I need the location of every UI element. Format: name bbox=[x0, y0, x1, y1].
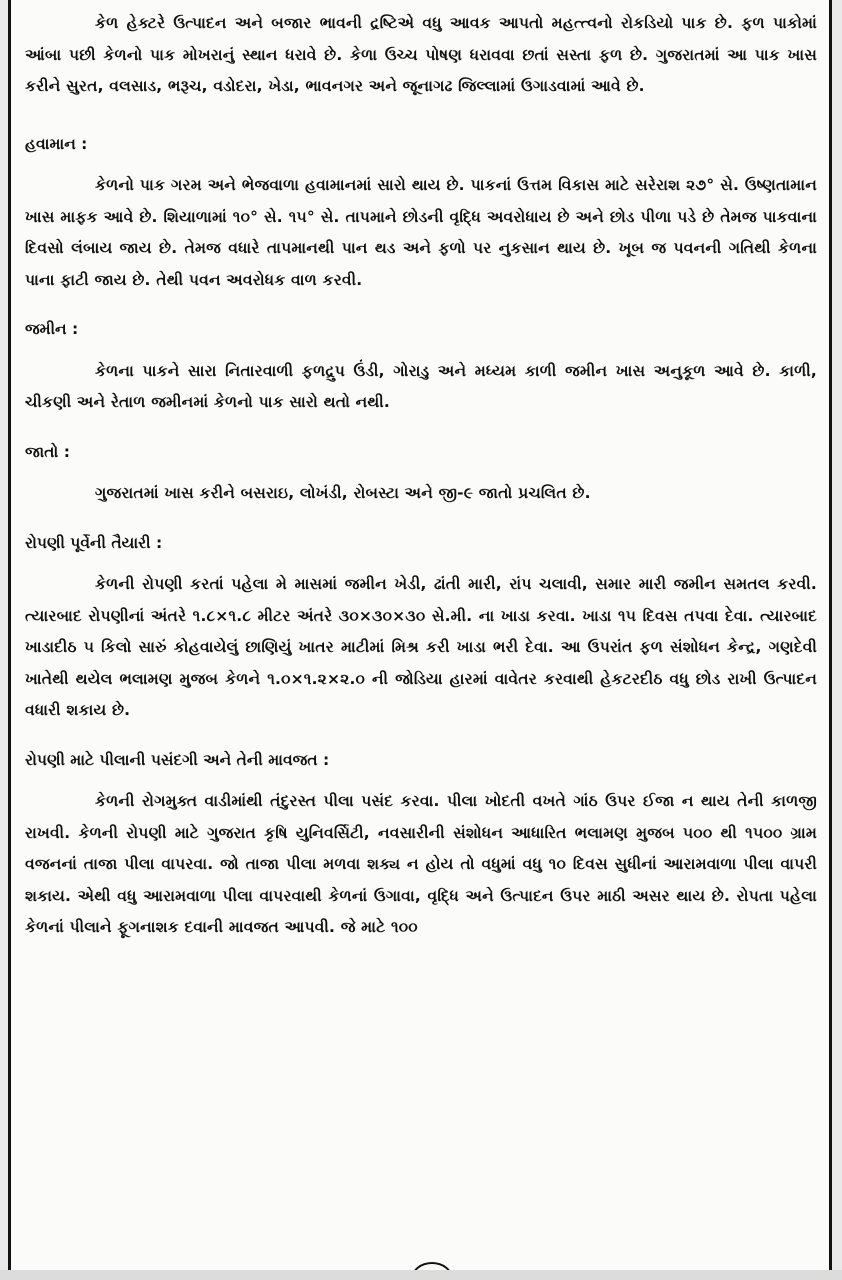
intro-paragraph: કેળ હેક્ટરે ઉત્પાદન અને બજાર ભાવની દ્રષ્ટિએ વધુ આવક આપતો મહત્ત્વનો રોકડિયો પાક છે. ફળ પાકોમાં આંબા પછી કેળનો પાક મોખરાનું સ્થાન ધરાવે છે. કેળા ઉચ્ચ પોષણ ધરાવવા છતાં સસ્તા ફળ છે. ગુજરાતમાં આ પાક ખાસ કરીને સુરત, વલસાડ, ભરૂચ, વડોદરા, ખેડા, ભાવનગર અને જૂનાગઢ જિલ્લામાં ઉગાડવામાં આવે છે. bbox=[25, 14, 817, 95]
section-heading-climate: હવામાન : bbox=[25, 134, 88, 153]
section-heading-sucker-selection: રોપણી માટે પીલાની પસંદગી અને તેની માવજત : bbox=[25, 750, 330, 769]
section-text-climate: કેળનો પાક ગરમ અને ભેજવાળા હવામાનમાં સારો થાય છે. પાકનાં ઉત્તમ વિકાસ માટે સરેરાશ ૨૭° સે. ઉષ્ણતામાન ખાસ માફક આવે છે. શિયાળામાં ૧૦° સે. ૧૫° સે. તાપમાને છોડની વૃદ્ધિ અવરોધાય છે અને છોડ પીળા પડે છે તેમજ પાકવાના દિવસો લંબાય જાય છે. તેમજ વધારે તાપમાનથી પાન થડ અને ફળો પર નુકસાન થાય છે. ખૂબ જ પવનની ગતિથી કેળના પાના ફાટી જાય છે. તેથી પવન અવરોધક વાળ કરવી. bbox=[25, 176, 817, 289]
document-body bbox=[25, 8, 817, 944]
section-heading-preparation: રોપણી પૂર્વેની તૈયારી : bbox=[25, 533, 163, 552]
section-text-preparation: કેળની રોપણી કરતાં પહેલા મે માસમાં જમીન ખેડી, ઢાંતી મારી, રાંપ ચલાવી, સમાર મારી જમીન સમતલ કરવી. ત્યારબાદ રોપણીનાં અંતરે ૧.૮×૧.૮ મીટર અંતરે ૩૦×૩૦×૩૦ સે.મી. ના ખાડા કરવા. ખાડા ૧૫ દિવસ તપવા દેવા. ત્યારબાદ ખાડાદીઠ ૫ કિલો સારું કોહવાયેલું છાણિયું ખાતર માટીમાં મિશ્ર કરી ખાડા ભરી દેવા. આ ઉપરાંત ફળ સંશોધન કેન્દ્ર, ગણદેવી ખાતેથી થયેલ ભલામણ મુજબ કેળને ૧.૦×૧.૨×૨.૦ ની જોડિયા હારમાં વાવેતર કરવાથી હેકટરદીઠ વધુ છોડ રાખી ઉત્પાદન વધારી શકાય છે. bbox=[25, 575, 817, 719]
section-text-soil: કેળના પાકને સારા નિતારવાળી ફળદ્રુપ ઉંડી, ગોરાડુ અને મધ્યમ કાળી જમીન ખાસ અનુકૂળ આવે છે. કાળી, ચીકણી અને રેતાળ જમીનમાં કેળનો પાક સારો થતો નથી. bbox=[25, 361, 817, 411]
section-text-sucker-selection: કેળની રોગમુક્ત વાડીમાંથી તંદુરસ્ત પીલા પસંદ કરવા. પીલા ખોદતી વખતે ગાંઠ ઉપર ઈજા ન થાય તેની કાળજી રાખવી. કેળની રોપણી માટે ગુજરાત કૃષિ યુનિવર્સિટી, નવસારીની સંશોધન આધારિત ભલામણ મુજબ ૫૦૦ થી ૧૫૦૦ ગ્રામ વજનનાં તાજા પીલા વાપરવા. જો તાજા પીલા મળવા શક્ય ન હોય તો વધુમાં વધુ ૧૦ દિવસ સુધીનાં આરામવાળા પીલા વાપરી શકાય. એથી વધુ આરામવાળા પીલા વાપરવાથી કેળનાં ઉગાવા, વૃદ્ધિ અને ઉત્પાદન ઉપર માઠી અસર થાય છે. રોપતા પહેલા કેળનાં પીલાને ફૂગનાશક દવાની માવજત આપવી. જે માટે ૧૦૦ bbox=[25, 792, 817, 936]
page-bottom-edge bbox=[0, 1270, 842, 1280]
section-heading-varieties: જાતો : bbox=[25, 442, 70, 461]
section-heading-soil: જમીન : bbox=[25, 320, 79, 338]
section-text-varieties: ગુજરાતમાં ખાસ કરીને બસરાઇ, લોખંડી, રોબસ્ટા અને જી-૯ જાતો પ્રચલિત છે. bbox=[95, 484, 591, 502]
document-page bbox=[8, 0, 832, 1272]
